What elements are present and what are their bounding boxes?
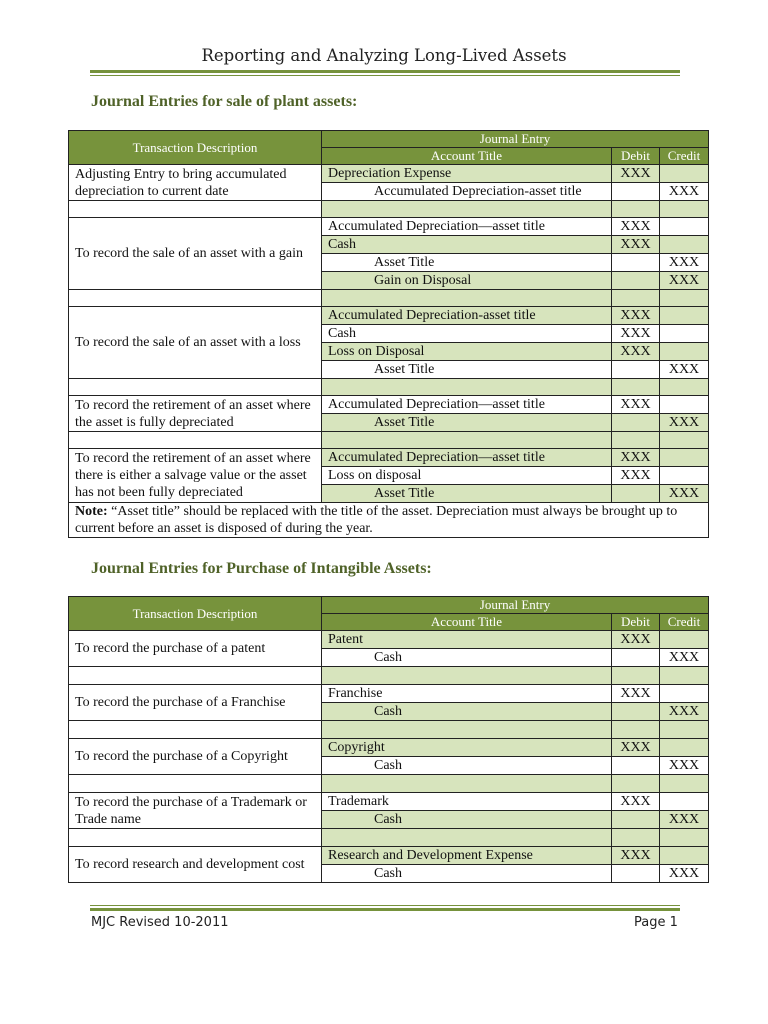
account-title-cell: Cash — [322, 811, 612, 829]
debit-cell: XXX — [612, 325, 660, 343]
spacer-cell — [612, 290, 660, 307]
spacer-cell — [322, 667, 612, 685]
spacer-cell — [660, 379, 709, 396]
spacer-cell — [660, 667, 709, 685]
credit-cell: XXX — [660, 414, 709, 432]
note-label: Note: — [75, 504, 108, 519]
debit-cell: XXX — [612, 449, 660, 467]
spacer-cell — [322, 721, 612, 739]
journal-line-row — [69, 449, 709, 467]
footer-rule-thick — [90, 908, 680, 911]
credit-cell: XXX — [660, 183, 709, 201]
spacer-row — [69, 290, 709, 307]
spacer-cell — [322, 432, 612, 449]
transaction-description: To record the sale of an asset with a loss — [69, 307, 322, 379]
debit-cell: XXX — [612, 236, 660, 254]
journal-line-row — [69, 847, 709, 865]
credit-cell: XXX — [660, 703, 709, 721]
credit-cell: XXX — [660, 757, 709, 775]
header-rule-thin — [90, 75, 680, 76]
spacer-cell — [660, 201, 709, 218]
credit-cell — [660, 467, 709, 485]
header-rule-thick — [90, 70, 680, 73]
account-title-cell: Cash — [322, 325, 612, 343]
spacer-cell — [322, 829, 612, 847]
account-title-cell: Patent — [322, 631, 612, 649]
intangible-assets-journal-table — [68, 596, 709, 883]
spacer-row — [69, 201, 709, 218]
journal-line-row — [69, 165, 709, 183]
debit-cell: XXX — [612, 467, 660, 485]
spacer-cell — [612, 829, 660, 847]
spacer-cell — [612, 201, 660, 218]
account-title-cell: Asset Title — [322, 414, 612, 432]
transaction-description: To record the sale of an asset with a gain — [69, 218, 322, 290]
debit-cell — [612, 485, 660, 503]
credit-cell: XXX — [660, 272, 709, 290]
spacer-row — [69, 432, 709, 449]
spacer-row — [69, 379, 709, 396]
credit-cell: XXX — [660, 811, 709, 829]
account-title-cell: Accumulated Depreciation—asset title — [322, 449, 612, 467]
note-row — [69, 503, 709, 538]
debit-cell: XXX — [612, 631, 660, 649]
col-header-account-title: Account Title — [322, 614, 612, 631]
account-title-cell: Asset Title — [322, 254, 612, 272]
debit-cell — [612, 811, 660, 829]
debit-cell — [612, 183, 660, 201]
spacer-cell — [612, 667, 660, 685]
spacer-cell — [69, 667, 322, 685]
credit-cell — [660, 325, 709, 343]
col-header-account-title: Account Title — [322, 148, 612, 165]
journal-line-row — [69, 396, 709, 414]
account-title-cell: Cash — [322, 757, 612, 775]
credit-cell — [660, 739, 709, 757]
account-title-cell: Gain on Disposal — [322, 272, 612, 290]
credit-cell — [660, 449, 709, 467]
transaction-description: Adjusting Entry to bring accumulated depreciation to current date — [69, 165, 322, 201]
debit-cell — [612, 703, 660, 721]
col-header-journal-entry: Journal Entry — [322, 131, 709, 148]
spacer-cell — [660, 721, 709, 739]
col-header-transaction-description: Transaction Description — [69, 597, 322, 631]
credit-cell — [660, 793, 709, 811]
credit-cell — [660, 847, 709, 865]
spacer-cell — [322, 290, 612, 307]
debit-cell: XXX — [612, 396, 660, 414]
transaction-description: To record the retirement of an asset where the asset is fully depreciated — [69, 396, 322, 432]
account-title-cell: Cash — [322, 703, 612, 721]
spacer-row — [69, 775, 709, 793]
spacer-cell — [69, 290, 322, 307]
credit-cell — [660, 685, 709, 703]
debit-cell: XXX — [612, 739, 660, 757]
debit-cell: XXX — [612, 343, 660, 361]
col-header-credit: Credit — [660, 148, 709, 165]
account-title-cell: Cash — [322, 649, 612, 667]
account-title-cell: Trademark — [322, 793, 612, 811]
account-title-cell: Depreciation Expense — [322, 165, 612, 183]
page-title: Reporting and Analyzing Long-Lived Assets — [201, 46, 567, 65]
credit-cell: XXX — [660, 361, 709, 379]
transaction-description: To record research and development cost — [69, 847, 322, 883]
debit-cell: XXX — [612, 685, 660, 703]
spacer-row — [69, 829, 709, 847]
credit-cell — [660, 631, 709, 649]
spacer-cell — [69, 379, 322, 396]
account-title-cell: Loss on disposal — [322, 467, 612, 485]
debit-cell: XXX — [612, 218, 660, 236]
note-text: “Asset title” should be replaced with the title of the asset. Depreciation must always be brought up to current before an asset is disposed of during the year. — [75, 504, 678, 536]
journal-line-row — [69, 218, 709, 236]
debit-cell — [612, 414, 660, 432]
debit-cell: XXX — [612, 165, 660, 183]
account-title-cell: Loss on Disposal — [322, 343, 612, 361]
spacer-cell — [612, 432, 660, 449]
transaction-description: To record the retirement of an asset where there is either a salvage value or the asset has not been fully depreciated — [69, 449, 322, 503]
account-title-cell: Cash — [322, 865, 612, 883]
col-header-debit: Debit — [612, 614, 660, 631]
credit-cell — [660, 343, 709, 361]
account-title-cell: Accumulated Depreciation—asset title — [322, 218, 612, 236]
journal-line-row — [69, 685, 709, 703]
spacer-row — [69, 667, 709, 685]
journal-line-row — [69, 793, 709, 811]
account-title-cell: Asset Title — [322, 485, 612, 503]
credit-cell — [660, 218, 709, 236]
spacer-cell — [69, 829, 322, 847]
col-header-debit: Debit — [612, 148, 660, 165]
transaction-description: To record the purchase of a Copyright — [69, 739, 322, 775]
account-title-cell: Accumulated Depreciation-asset title — [322, 307, 612, 325]
credit-cell — [660, 307, 709, 325]
transaction-description: To record the purchase of a Franchise — [69, 685, 322, 721]
spacer-cell — [660, 432, 709, 449]
journal-line-row — [69, 307, 709, 325]
col-header-journal-entry: Journal Entry — [322, 597, 709, 614]
spacer-cell — [660, 775, 709, 793]
debit-cell — [612, 865, 660, 883]
account-title-cell: Accumulated Depreciation—asset title — [322, 396, 612, 414]
spacer-row — [69, 721, 709, 739]
transaction-description: To record the purchase of a patent — [69, 631, 322, 667]
spacer-cell — [69, 201, 322, 218]
credit-cell: XXX — [660, 254, 709, 272]
account-title-cell: Asset Title — [322, 361, 612, 379]
account-title-cell: Franchise — [322, 685, 612, 703]
spacer-cell — [322, 775, 612, 793]
debit-cell — [612, 361, 660, 379]
credit-cell: XXX — [660, 865, 709, 883]
debit-cell: XXX — [612, 307, 660, 325]
spacer-cell — [322, 379, 612, 396]
footer-revision: MJC Revised 10-2011 — [91, 915, 229, 930]
account-title-cell: Research and Development Expense — [322, 847, 612, 865]
spacer-cell — [69, 775, 322, 793]
debit-cell — [612, 649, 660, 667]
account-title-cell: Accumulated Depreciation-asset title — [322, 183, 612, 201]
footer-rule-thin — [90, 905, 680, 906]
debit-cell — [612, 272, 660, 290]
section-heading-intangible-assets: Journal Entries for Purchase of Intangible Assets: — [91, 560, 432, 577]
credit-cell: XXX — [660, 485, 709, 503]
account-title-cell: Copyright — [322, 739, 612, 757]
spacer-cell — [322, 201, 612, 218]
account-title-cell: Cash — [322, 236, 612, 254]
footer-page-number: Page 1 — [634, 915, 678, 930]
spacer-cell — [660, 290, 709, 307]
spacer-cell — [612, 775, 660, 793]
section-heading-plant-assets: Journal Entries for sale of plant assets: — [91, 93, 358, 110]
credit-cell — [660, 396, 709, 414]
journal-line-row — [69, 739, 709, 757]
col-header-credit: Credit — [660, 614, 709, 631]
debit-cell — [612, 757, 660, 775]
spacer-cell — [69, 432, 322, 449]
plant-assets-journal-table — [68, 130, 709, 538]
debit-cell — [612, 254, 660, 272]
spacer-cell — [612, 379, 660, 396]
debit-cell: XXX — [612, 847, 660, 865]
journal-line-row — [69, 631, 709, 649]
credit-cell — [660, 236, 709, 254]
transaction-description: To record the purchase of a Trademark or Trade name — [69, 793, 322, 829]
note-cell — [69, 503, 709, 538]
col-header-transaction-description: Transaction Description — [69, 131, 322, 165]
credit-cell — [660, 165, 709, 183]
credit-cell: XXX — [660, 649, 709, 667]
spacer-cell — [660, 829, 709, 847]
spacer-cell — [69, 721, 322, 739]
debit-cell: XXX — [612, 793, 660, 811]
spacer-cell — [612, 721, 660, 739]
